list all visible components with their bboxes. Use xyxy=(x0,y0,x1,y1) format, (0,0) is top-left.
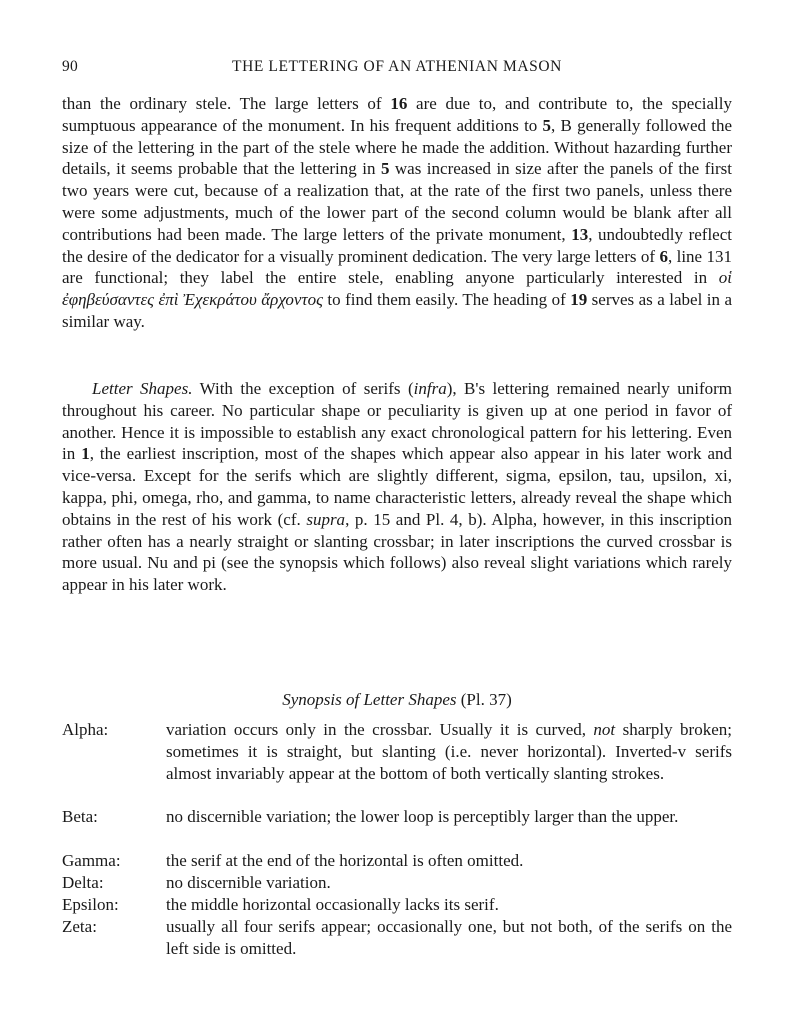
entry-definition: the serif at the end of the horizontal is often omitted. xyxy=(166,851,524,870)
entry-term: Zeta: xyxy=(62,917,97,936)
entry-definition: variation occurs only in the crossbar. Usually it is curved, not sharply broken; sometimes it is straight, but slanting (i.e. never horizontal). Inverted-v serifs almost invariably appear at the bottom of both vertically slanting strokes. xyxy=(166,720,732,783)
synopsis-entry-epsilon xyxy=(62,894,732,916)
entry-term: Beta: xyxy=(62,807,98,826)
inscription-ref: 19 xyxy=(570,290,588,310)
inscription-ref: 5 xyxy=(542,115,552,135)
synopsis-entry-alpha xyxy=(62,719,732,784)
inscription-ref: 1 xyxy=(81,444,90,464)
entry-term: Delta: xyxy=(62,873,104,892)
page-header xyxy=(62,58,732,80)
section-heading: Letter Shapes. xyxy=(92,379,193,398)
synopsis-entry-zeta xyxy=(62,916,732,960)
body-paragraph-2: Letter Shapes. With the exception of serifs (infra), B's lettering remained nearly uniform throughout his career. No particular shape or peculiarity is given up at one period in favor of another. Hence it is impossible to establish any exact chronological pattern for his lettering. Even in 1, the earliest inscription, most of the shapes which appear also appear in his later work and vice-versa. Except for the serifs which are slightly different, sigma, epsilon, tau, upsilon, xi, kappa, phi, omega, rho, and gamma, to name characteristic letters, already reveal the shape which obtains in the rest of his work (cf. supra, p. 15 and Pl. 4, b). Alpha, however, in this inscription rather often has a nearly straight or slanting crossbar; in later inscriptions the curved crossbar is more usual. Nu and pi (see the synopsis which follows) also reveal slight variations which rarely appear in his later work. xyxy=(62,379,733,595)
entry-definition: usually all four serifs appear; occasionally one, but not both, of the serifs on the left side is omitted. xyxy=(166,917,732,958)
inscription-ref: 6 xyxy=(659,246,668,266)
running-title: THE LETTERING OF AN ATHENIAN MASON xyxy=(232,58,562,75)
synopsis-title: Synopsis of Letter Shapes (Pl. 37) xyxy=(282,690,512,709)
entry-definition: the middle horizontal occasionally lacks its serif. xyxy=(166,895,499,914)
synopsis-entry-gamma xyxy=(62,850,732,872)
inscription-ref: 13 xyxy=(571,224,589,244)
entry-term: Alpha: xyxy=(62,720,109,739)
inscription-ref: 16 xyxy=(390,94,408,113)
entry-definition: no discernible variation; the lower loop is perceptibly larger than the upper. xyxy=(166,807,679,826)
body-paragraph-1: than the ordinary stele. The large letters of 16 are due to, and contribute to, the specially sumptuous appearance of the monument. In his frequent additions to 5, B generally followed the size of the lettering in the part of the stele where he made the addition. Without hazarding further details, it seems probable that the lettering in 5 was increased in size after the panels of the first two years were cut, because of a realization that, at the rate of the first two panels, unless there were some adjustments, much of the lower part of the second column would be blank after all contributions had been made. The large letters of the private monument, 13, undoubtedly reflect the desire of the dedicator for a visually prominent dedication. The very large letters of 6, line 131 are functional; they label the entire stele, enabling anyone particularly interested in οἱ ἐφηβεύσαντες ἐπὶ Ἐχεκράτου ἄρχοντος to find them easily. The heading of 19 serves as a label in a similar way. xyxy=(62,94,733,331)
inscription-ref: 5 xyxy=(380,159,390,179)
page-number: 90 xyxy=(62,58,79,75)
greek-phrase: οἱ ἐφηβεύσαντες ἐπὶ Ἐχεκράτου ἄρχοντος xyxy=(62,268,732,310)
entry-term: Gamma: xyxy=(62,851,121,870)
entry-term: Epsilon: xyxy=(62,895,119,914)
synopsis-entry-delta xyxy=(62,872,732,894)
entry-definition: no discernible variation. xyxy=(166,873,331,892)
synopsis-entry-beta xyxy=(62,806,732,828)
